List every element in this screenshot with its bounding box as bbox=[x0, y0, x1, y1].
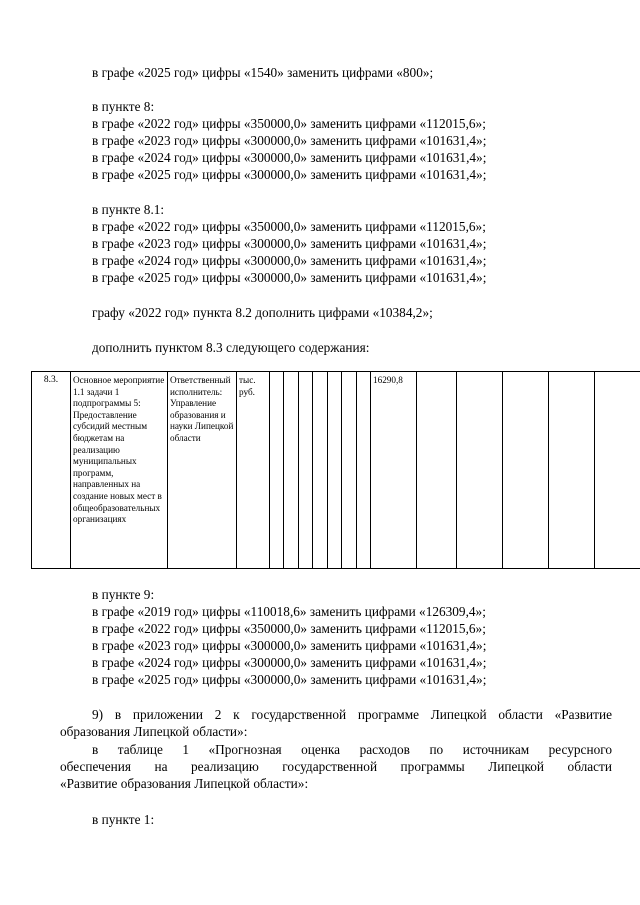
amendment-line: в графе «2022 год» цифры «350000,0» заменить цифрами «112015,6»; bbox=[92, 621, 486, 636]
empty-cell bbox=[357, 372, 371, 569]
empty-cell bbox=[270, 372, 284, 569]
paragraph-line: обеспечения на реализацию государственной программы Липецкой области bbox=[60, 759, 612, 774]
amendment-line: в графе «2024 год» цифры «300000,0» заменить цифрами «101631,4»; bbox=[92, 150, 487, 165]
paragraph-line: «Развитие образования Липецкой области»: bbox=[60, 776, 309, 791]
table-row bbox=[32, 372, 640, 569]
amendment-line: в графе «2023 год» цифры «300000,0» заменить цифрами «101631,4»; bbox=[92, 133, 487, 148]
row-number: 8.3. bbox=[32, 372, 71, 569]
empty-cell bbox=[417, 372, 457, 569]
empty-cell bbox=[549, 372, 595, 569]
amendment-line: в графе «2025 год» цифры «1540» заменить цифрами «800»; bbox=[92, 65, 434, 80]
amendment-line: в графе «2023 год» цифры «300000,0» заменить цифрами «101631,4»; bbox=[92, 236, 487, 251]
empty-cell bbox=[595, 372, 640, 569]
section-heading: в пункте 8.1: bbox=[92, 202, 165, 217]
unit-of-measure: тыс. руб. bbox=[237, 372, 270, 569]
section-heading: в пункте 9: bbox=[92, 587, 155, 602]
amendment-line: в графе «2025 год» цифры «300000,0» заменить цифрами «101631,4»; bbox=[92, 672, 487, 687]
section-heading: в пункте 8: bbox=[92, 99, 155, 114]
paragraph-line: 9) в приложении 2 к государственной программе Липецкой области «Развитие bbox=[92, 707, 612, 722]
amendment-line: в графе «2022 год» цифры «350000,0» заменить цифрами «112015,6»; bbox=[92, 116, 486, 131]
empty-cell bbox=[313, 372, 328, 569]
amendment-line: дополнить пунктом 8.3 следующего содержания: bbox=[92, 340, 370, 355]
activity-description: Основное мероприятие 1.1 задачи 1 подпрограммы 5: Предоставление субсидий местным бюджетам на реализацию муниципальных программ, направленных на создание новых мест в общеобразовательных организациях bbox=[71, 372, 168, 569]
empty-cell bbox=[284, 372, 299, 569]
value-cell: 16290,8 bbox=[371, 372, 417, 569]
amendment-line: в графе «2025 год» цифры «300000,0» заменить цифрами «101631,4»; bbox=[92, 270, 487, 285]
amendment-line: в графе «2023 год» цифры «300000,0» заменить цифрами «101631,4»; bbox=[92, 638, 487, 653]
empty-cell bbox=[328, 372, 342, 569]
section-heading: в пункте 1: bbox=[92, 812, 155, 827]
amendment-line: в графе «2024 год» цифры «300000,0» заменить цифрами «101631,4»; bbox=[92, 655, 487, 670]
amendment-line: в графе «2019 год» цифры «110018,6» заменить цифрами «126309,4»; bbox=[92, 604, 486, 619]
paragraph-line: в таблице 1 «Прогнозная оценка расходов по источникам ресурсного bbox=[92, 742, 612, 757]
amendment-line: графу «2022 год» пункта 8.2 дополнить цифрами «10384,2»; bbox=[92, 305, 433, 320]
program-table bbox=[31, 371, 640, 569]
empty-cell bbox=[503, 372, 549, 569]
empty-cell bbox=[457, 372, 503, 569]
responsible-executor: Ответственный исполнитель: Управление образования и науки Липецкой области bbox=[168, 372, 237, 569]
amendment-line: в графе «2024 год» цифры «300000,0» заменить цифрами «101631,4»; bbox=[92, 253, 487, 268]
paragraph-line: образования Липецкой области»: bbox=[60, 724, 248, 739]
amendment-line: в графе «2025 год» цифры «300000,0» заменить цифрами «101631,4»; bbox=[92, 167, 487, 182]
empty-cell bbox=[342, 372, 357, 569]
empty-cell bbox=[299, 372, 313, 569]
amendment-line: в графе «2022 год» цифры «350000,0» заменить цифрами «112015,6»; bbox=[92, 219, 486, 234]
